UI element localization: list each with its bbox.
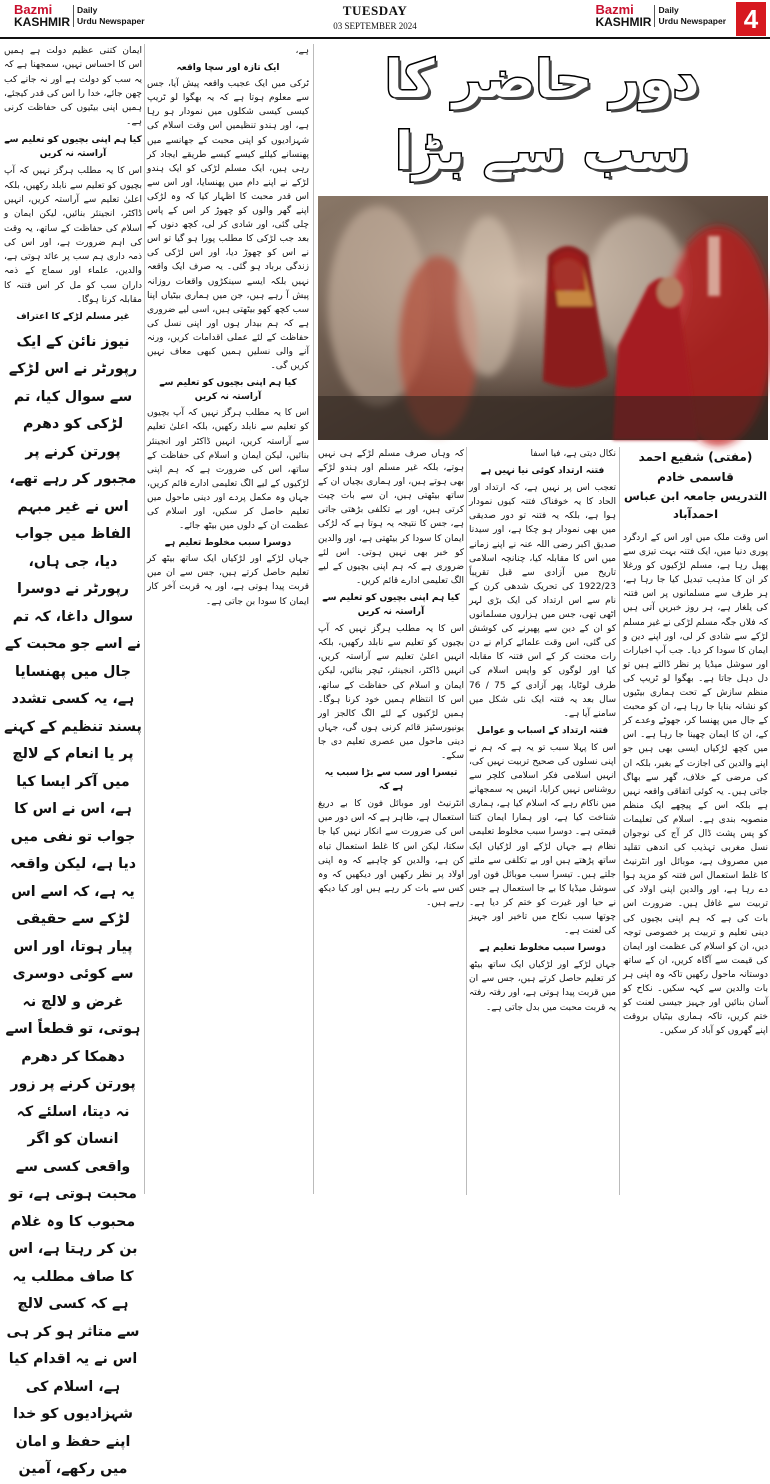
headline-line-2: سب سے بڑا (395, 122, 689, 182)
subheading: ایک تازہ اور سچا واقعہ (176, 63, 280, 74)
paragraph: اس کا یہ مطلب ہرگز نہیں کہ آپ بچیوں کو تعلیم سے نابلد رکھیں، بلکہ اعلیٰ تعلیم سے آراستہ کریں، انہیں ڈاکٹر اور انجینئر بنائیں، لیکن ایمان و اسلام کی حفاظت کے ساتھ، اس کی ضرورت ہے کہ ہم اپنی لڑکیوں کے لیے الگ تعلیمی ادارے قائم کریں، جہاں وہ مکمل پردے اور دینی ماحول میں تعلیم حاصل کر سکیں، اور اسلام کی عظمت ان کے دلوں میں بیٹھ جائے۔ (147, 408, 309, 532)
masthead-rule (0, 37, 770, 39)
paragraph: ٹرکی میں ایک عجیب واقعہ پیش آیا، جس سے معلوم ہوتا ہے کہ یہ بھگوا لو ٹریپ کیسی کیسی شکلوں میں نمودار ہو رہا ہے، اور ہندو تنظیمیں اس وقت اسلام کی شہزادیوں کو اپنی محبت کے جھانسے میں پھنسانے کیلئے کیسے کیسے طریقے ایجاد کر رہی ہیں، ایک مسلم لڑکی کو ایک ہندو لڑکے نے اپنے دام میں پھنسایا، اور اس سے اس قدر محبت کا اظہار کیا کہ وہ لڑکی اپنے گھر والوں کو چھوڑ کر اس کے پاس چلی گئی، اور شادی کر لی، کچھ دنوں کے بعد جب لڑکی کا مطلب پورا ہو گیا تو اس نے اس کو چھوڑ دیا، اور اس لڑکی کی زندگی برباد ہو گئی۔ یہ صرف ایک واقعہ نہیں بلکہ ایسے سینکڑوں واقعات روزانہ پیش آ رہے ہیں، جن میں ہماری بیٹیاں اپنا سب کچھ کھو بیٹھتی ہیں، اسی لیے ضروری ہے کہ ہم بیدار ہوں اور اپنی نسل کی حفاظت کے لئے عملی اقدامات کریں، ورنہ آنے والی نسلیں ہمیں کبھی معاف نہیں کریں گی۔ (147, 79, 309, 372)
subheading: کیا ہم اپنی بچیوں کو تعلیم سے آراستہ نہ کریں (159, 378, 297, 403)
column-divider (619, 447, 620, 1195)
masthead-brand-left (14, 3, 145, 29)
page-number-badge: 4 (736, 2, 766, 36)
subheading: فتنہ ارتداد کے اسباب و عوامل (476, 725, 609, 736)
tagline-top: Daily (77, 5, 98, 15)
article-column-5 (4, 44, 142, 1478)
headline-line-1: دور حاضر کا (384, 50, 700, 110)
brand-logo-left (14, 3, 70, 29)
paragraph: ہے، (295, 46, 309, 56)
article-photo (318, 196, 768, 440)
subheading: دوسرا سبب مخلوط تعلیم ہے (479, 943, 606, 954)
paragraph: اس کا یہ مطلب ہرگز نہیں کہ آپ بچیوں کو تعلیم سے نابلد رکھیں، بلکہ اعلیٰ تعلیم سے آراستہ کریں، انہیں ڈاکٹر، انجینئر بنائیں، لیکن ایمان و اسلام کی حفاظت کے ساتھ، یہ وقت کی اہم ضرورت ہے، اور اس کی ذمہ داری ہم سب پر عائد ہوتی ہے، والدین، علماء اور سماج کے ذمہ داران سب کو مل کر اس فتنہ کا مقابلہ کرنا ہوگا۔ (4, 166, 142, 306)
brand-name-bottom: KASHMIR (14, 15, 70, 29)
paragraph: اس کا پہلا سبب تو یہ ہے کہ ہم نے اپنی نسلوں کی صحیح تربیت نہیں کی، انہیں اسلامی فکر اسلامی کلچر سے روشناس نہیں کرایا، انہیں یہ سمجھانے میں ناکام رہے کہ اسلام کیا ہے، ہماری شناخت کیا ہے، اور ہمارا ایمان کتنا قیمتی ہے۔ دوسرا سبب مخلوط تعلیمی نظام ہے جہاں لڑکے اور لڑکیاں ایک ساتھ پڑھتے ہیں اور بے تکلفی سے ملتے جلتے ہیں۔ تیسرا سبب موبائل فون اور سوشل میڈیا کا بے جا استعمال ہے جس نے حیا اور غیرت کو ختم کر دیا ہے۔ چوتھا سبب نکاح میں تاخیر اور جہیز کی لعنت ہے۔ (469, 742, 616, 937)
subheading: فتنہ ارتداد کوئی نیا نہیں ہے (480, 466, 605, 477)
article-column-2 (469, 447, 616, 1195)
column-divider (466, 447, 467, 1195)
article-column-1 (623, 447, 768, 1195)
subheading: دوسرا سبب مخلوط تعلیم ہے (164, 538, 292, 549)
tagline-top: Daily (658, 5, 679, 15)
brand-name-top: Bazmi (14, 2, 53, 17)
column-divider (144, 44, 145, 1194)
dateline (300, 3, 450, 31)
brand-name-top: Bazmi (595, 2, 634, 17)
paragraph: ایمان کتنی عظیم دولت ہے ہمیں اس کا احساس نہیں، سمجھنا ہے کہ یہ سب کو دولت ہے اور نہ جانے کب چھن جائے، خدا را اس کی قدر کیجئے، ہمیں اپنی بیٹیوں کی حفاظت کرنی ہے۔ (4, 46, 142, 128)
author-byline: (مفتی) شفیع احمد قاسمی خادم (638, 450, 753, 484)
article-headline (318, 44, 766, 194)
paragraph: جہاں لڑکے اور لڑکیاں ایک ساتھ بیٹھ کر تعلیم حاصل کرتے ہیں، جس سے ان میں قربت پیدا ہوتی ہے، اور رفتہ رفتہ یہ قربت محبت میں بدل جاتی ہے۔ (469, 960, 616, 1013)
dateline-day: TUESDAY (342, 3, 408, 18)
tagline-bottom: Urdu Newspaper (658, 16, 726, 26)
paragraph: جہاں لڑکے اور لڑکیاں ایک ساتھ بیٹھ کر تعلیم حاصل کرتے ہیں، جس سے ان میں قربت پیدا ہوتی ہے، اور یہ قربت آخر کار ایمان کا سودا بن جاتی ہے۔ (147, 554, 309, 607)
masthead (0, 0, 770, 40)
brand-tagline-right (654, 5, 726, 27)
paragraph: نکال دیتی ہے، فیا اسفا (530, 449, 616, 459)
paragraph: اس کا یہ مطلب ہرگز نہیں کہ آپ بچیوں کو تعلیم سے نابلد رکھیں، بلکہ انہیں اعلیٰ تعلیم سے آراستہ کریں، انہیں ڈاکٹر، انجینئر، ٹیچر بنائیں، لیکن ایمان و اسلام کی حفاظت کے ساتھ، اس کا انتظام ہمیں خود کرنا ہوگا۔ ہمیں لڑکیوں کے لئے الگ کالجز اور یونیورسٹیز قائم کرنی ہوں گی، جہاں دینی ماحول میں عصری تعلیم دی جا سکے۔ (318, 624, 464, 761)
masthead-brand-right (595, 3, 726, 29)
pull-quote: نیوز نائن کے ایک رپورٹر نے اس لڑکے سے سوال کیا، تم لڑکی کو دھرم پورتن کرنے پر مجبور کر رہے تھے، اس نے غیر مبہم الفاظ میں جواب دیا، جی ہاں، رپورٹر نے دوسرا سوال داغا، کہ تم نے اسے جو محبت کے جال میں پھنسایا ہے، یہ کسی تشدد پسند تنظیم کے کہنے پر یا انعام کے لالچ میں آکر ایسا کیا ہے، اس نے اس کا جواب تو نفی میں دیا ہے، لیکن واقعہ یہ ہے، کہ اسے اس لڑکے سے حقیقی پیار ہوتا، اور اس سے کوئی دوسری غرض و لالچ نہ ہوتی، تو قطعاً اسے دھمکا کر دھرم پورتن کرنے پر زور نہ دیتا، اسلئے کہ انسان کو اگر واقعی کسی سے محبت ہوتی ہے، تو محبوب کا وہ غلام بن کر رہتا ہے، اس کا صاف مطلب یہ ہے کہ کسی لالچ سے متاثر ہو کر ہی اس نے یہ اقدام کیا ہے، اسلام کی شہزادیوں کو خدا اپنے حفظ و امان میں رکھے، آمین (4, 333, 142, 1478)
brand-logo-right (595, 3, 651, 29)
paragraph: کہ وہاں صرف مسلم لڑکے ہی نہیں ہوتے، بلکہ غیر مسلم اور ہندو لڑکے بھی ہوتے ہیں، اور ہماری بچیاں ان کے ساتھ بیٹھتی ہیں، ان سے بات چیت کرتی ہیں، اور بے تکلفی بڑھتی جاتی ہے، جس کا نتیجہ یہ ہوتا ہے کہ لڑکی ایمان کا سودا کر بیٹھتی ہے، اور والدین کو خبر بھی نہیں ہوتی۔ اس لئے ضروری ہے کہ ہم اپنی بچیوں کے لیے الگ تعلیمی ادارے قائم کریں۔ (318, 449, 464, 586)
paragraph: انٹرنیٹ اور موبائل فون کا بے دریغ استعمال ہے، ظاہر ہے کہ اس دور میں اس کی ضرورت سے انکار نہیں کیا جا سکتا، لیکن اس کا غلط استعمال تباہ کن ہے، والدین کو چاہیے کہ وہ اپنی اولاد پر نظر رکھیں اور دیکھیں کہ وہ کس سے بات کر رہے ہیں اور کیا دیکھ رہے ہیں۔ (318, 799, 464, 908)
subheading: غیر مسلم لڑکے کا اعتراف (16, 312, 130, 323)
subheading: کیا ہم اپنی بچیوں کو تعلیم سے آراستہ نہ کریں (322, 592, 460, 618)
dateline-date: 03 SEPTEMBER 2024 (333, 21, 417, 31)
column-divider (313, 44, 314, 1194)
brand-tagline-left (73, 5, 145, 27)
article-column-4 (147, 44, 309, 1194)
author-affiliation: التدریس جامعہ ابن عباس احمدآباد (623, 489, 768, 521)
subheading: کیا ہم اپنی بچیوں کو تعلیم سے آراستہ نہ کریں (4, 134, 142, 160)
paragraph: اس وقت ملک میں اور اس کے اردگرد پوری دنیا میں، ایک فتنہ بہت تیزی سے پھیل رہا ہے، مسلم لڑکیوں کو ورغلا کر ان کا مذہب تبدیل کیا جا رہا ہے، ہر طرف سے مسلمانوں پر اس فتنہ کی یلغار ہے، ہر روز خبریں آتی ہیں کہ فلاں جگہ مسلم لڑکی نے غیر مسلم لڑکے سے شادی کر لی، اور اپنے دین و ایمان کا سودا کر دیا۔ جب آپ اخبارات اور سوشل میڈیا پر نظر ڈالتے ہیں تو دل دہل جاتا ہے۔ بھگوا لو ٹریپ کی منظم سازش کے تحت ہماری بیٹیوں کو نشانہ بنایا جا رہا ہے، ان کو محبت کے جال میں پھنسا کر، جھوٹے وعدے کر کے، ان کا ایمان چھینا جا رہا ہے۔ اس میں کچھ لڑکیاں ایسی بھی ہیں جو اپنے والدین کی اجازت کے بغیر، بلکہ ان کی مرضی کے خلاف، گھر سے بھاگ جاتی ہیں۔ یہ کوئی اتفاقی واقعہ نہیں ہے بلکہ اس کے پیچھے ایک منظم منصوبہ بندی ہے۔ اسلام کی تعلیمات کو پس پشت ڈال کر آج کی نوجوان نسل مغربی تہذیب کی اندھی تقلید میں مصروف ہے، موبائل اور انٹرنیٹ کا غلط استعمال اس فتنہ کو مزید ہوا دے رہا ہے، اور والدین اپنی اولاد کی تربیت سے غافل ہیں۔ ضرورت اس بات کی ہے کہ ہم اپنی بچیوں کی دینی تعلیم و تربیت پر خصوصی توجہ دیں، ان کو اسلام کی عظمت اور ایمان کی قیمت سے آگاہ کریں، ان کے ساتھ دوستانہ ماحول رکھیں تاکہ وہ اپنی ہر بات والدین سے کہہ سکیں۔ نکاح کو آسان بنائیں اور جہیز جیسی لعنت کو ختم کریں، تاکہ ہماری بیٹیاں بروقت اپنے گھروں کو آباد کر سکیں۔ (623, 533, 768, 1037)
wedding-photo-illustration (318, 196, 768, 440)
brand-name-bottom: KASHMIR (595, 15, 652, 29)
tagline-bottom: Urdu Newspaper (77, 16, 145, 26)
article-column-3 (318, 447, 464, 1195)
paragraph: تعجب اس پر نہیں ہے، کہ ارتداد اور الحاد کا یہ خوفناک فتنہ کیوں نمودار ہوا ہے، بلکہ یہ فتنہ تو دور صدیقی میں بھی نمودار ہو چکا ہے، اور سیدنا صدیق اکبر رضی اللہ عنہ نے اپنے زمانے میں اس کا مقابلہ کیا، چنانچہ اسلامی تاریخ میں آزادی سے قبل تقریباً 1922/23 کی تحریک شدھی کرن کے نام سے اس ارتداد کی ایک بڑی لہر اٹھی تھی، جس میں ہزاروں مسلمانوں کو ان کے دین سے پھیرنے کی کوشش کی گئی، اس وقت علمائے کرام نے دن رات محنت کر کے اس فتنہ کا مقابلہ کیا اور لوگوں کو واپس اسلام کی طرف لوٹایا، پھر آزادی کے 75 / 76 سال بعد یہ فتنہ ایک نئی شکل میں سامنے آیا ہے۔ (469, 483, 616, 719)
subheading: تیسرا اور سب سے بڑا سبب یہ ہے کہ (324, 768, 458, 793)
